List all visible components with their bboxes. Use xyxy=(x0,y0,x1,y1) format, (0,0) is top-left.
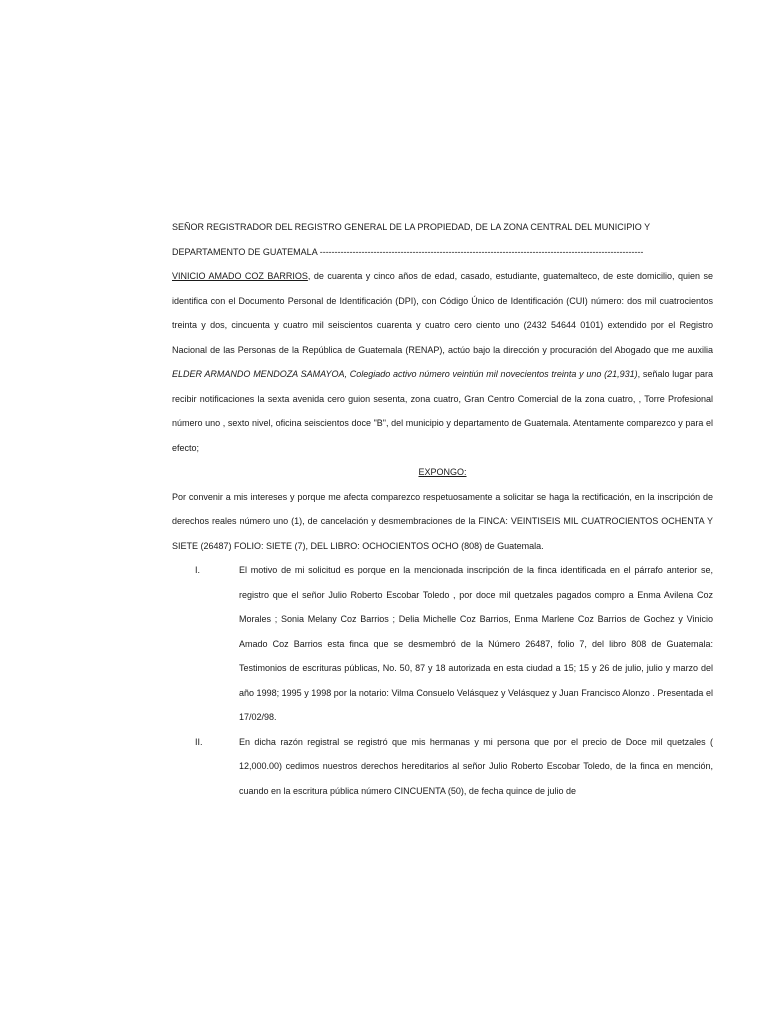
intro-paragraph xyxy=(172,264,713,460)
addressee-line-2: DEPARTAMENTO DE GUATEMALA ------------------------------------------------------------------------------------------------------------ xyxy=(172,246,644,257)
item-text: El motivo de mi solicitud es porque en la mencionada inscripción de la finca identificada en el párrafo anterior se, registro que el señor Julio Roberto Escobar Toledo , por doce mil quetzales pagados compro a Enma Avilena Coz Morales ; Sonia Melany Coz Barrios ; Delia Michelle Coz Barrios, Enma Marlene Coz Barrios de Gochez y Vinicio Amado Coz Barrios esta finca que se desmembró de la Número 26487, folio 7, del libro 808 de Guatemala: Testimonios de escrituras públicas, No. 50, 87 y 18 autorizada en esta ciudad a 15; 15 y 26 de julio, julio y marzo del año 1998; 1995 y 1998 por la notario: Vilma Consuelo Velásquez y Velásquez y Juan Francisco Alonzo . Presentada el 17/02/98. xyxy=(239,565,713,722)
section-title: EXPONGO: xyxy=(418,467,467,477)
document-page xyxy=(172,215,713,803)
addressee-line-1: SEÑOR REGISTRADOR DEL REGISTRO GENERAL DE LA PROPIEDAD, DE LA ZONA CENTRAL DEL MUNICIPIO Y xyxy=(172,222,651,232)
applicant-name: VINICIO AMADO COZ BARRIOS xyxy=(172,271,308,281)
list-item xyxy=(172,730,713,804)
lawyer-name: ELDER ARMANDO MENDOZA SAMAYOA, Colegiado activo número veintiún mil novecientos treinta y uno (21,931) xyxy=(172,369,638,379)
list-item xyxy=(172,558,713,730)
intro-text-2: , señalo lugar para recibir notificaciones la sexta avenida cero guion sesenta, zona cuatro, Gran Centro Comercial de la zona cuatro, , Torre Profesional número uno , sexto nivel, oficina seiscientos doce "B", del municipio y departamento de Guatemala. Atentamente comparezco y para el efecto; xyxy=(172,369,713,453)
intro-text-1: , de cuarenta y cinco años de edad, casado, estudiante, guatemalteco, de este domicilio, quien se identifica con el Documento Personal de Identificación (DPI), con Código Único de Identificación (CUI) número: dos mil cuatrocientos treinta y dos, cincuenta y cuatro mil seiscientos cuarenta y cuatro cero ciento uno (2432 54644 0101) extendido por el Registro Nacional de las Personas de la República de Guatemala (RENAP), actúo bajo la dirección y procuración del Abogado que me auxilia xyxy=(172,271,713,355)
request-paragraph: Por convenir a mis intereses y porque me afecta comparezco respetuosamente a solicitar se haga la rectificación, en la inscripción de derechos reales número uno (1), de cancelación y desmembraciones de la FINCA: VEINTISEIS MIL CUATROCIENTOS OCHENTA Y SIETE (26487) FOLIO: SIETE (7), DEL LIBRO: OCHOCIENTOS OCHO (808) de Guatemala. xyxy=(172,491,713,551)
item-text: En dicha razón registral se registró que mis hermanas y mi persona que por el precio de Doce mil quetzales ( 12,000.00) cedimos nuestros derechos hereditarios al señor Julio Roberto Escobar Toledo, de la finca en mención, cuando en la escritura pública número CINCUENTA (50), de fecha quince de julio de xyxy=(239,736,713,796)
item-numeral: I. xyxy=(195,565,201,575)
item-numeral: II. xyxy=(195,736,203,747)
